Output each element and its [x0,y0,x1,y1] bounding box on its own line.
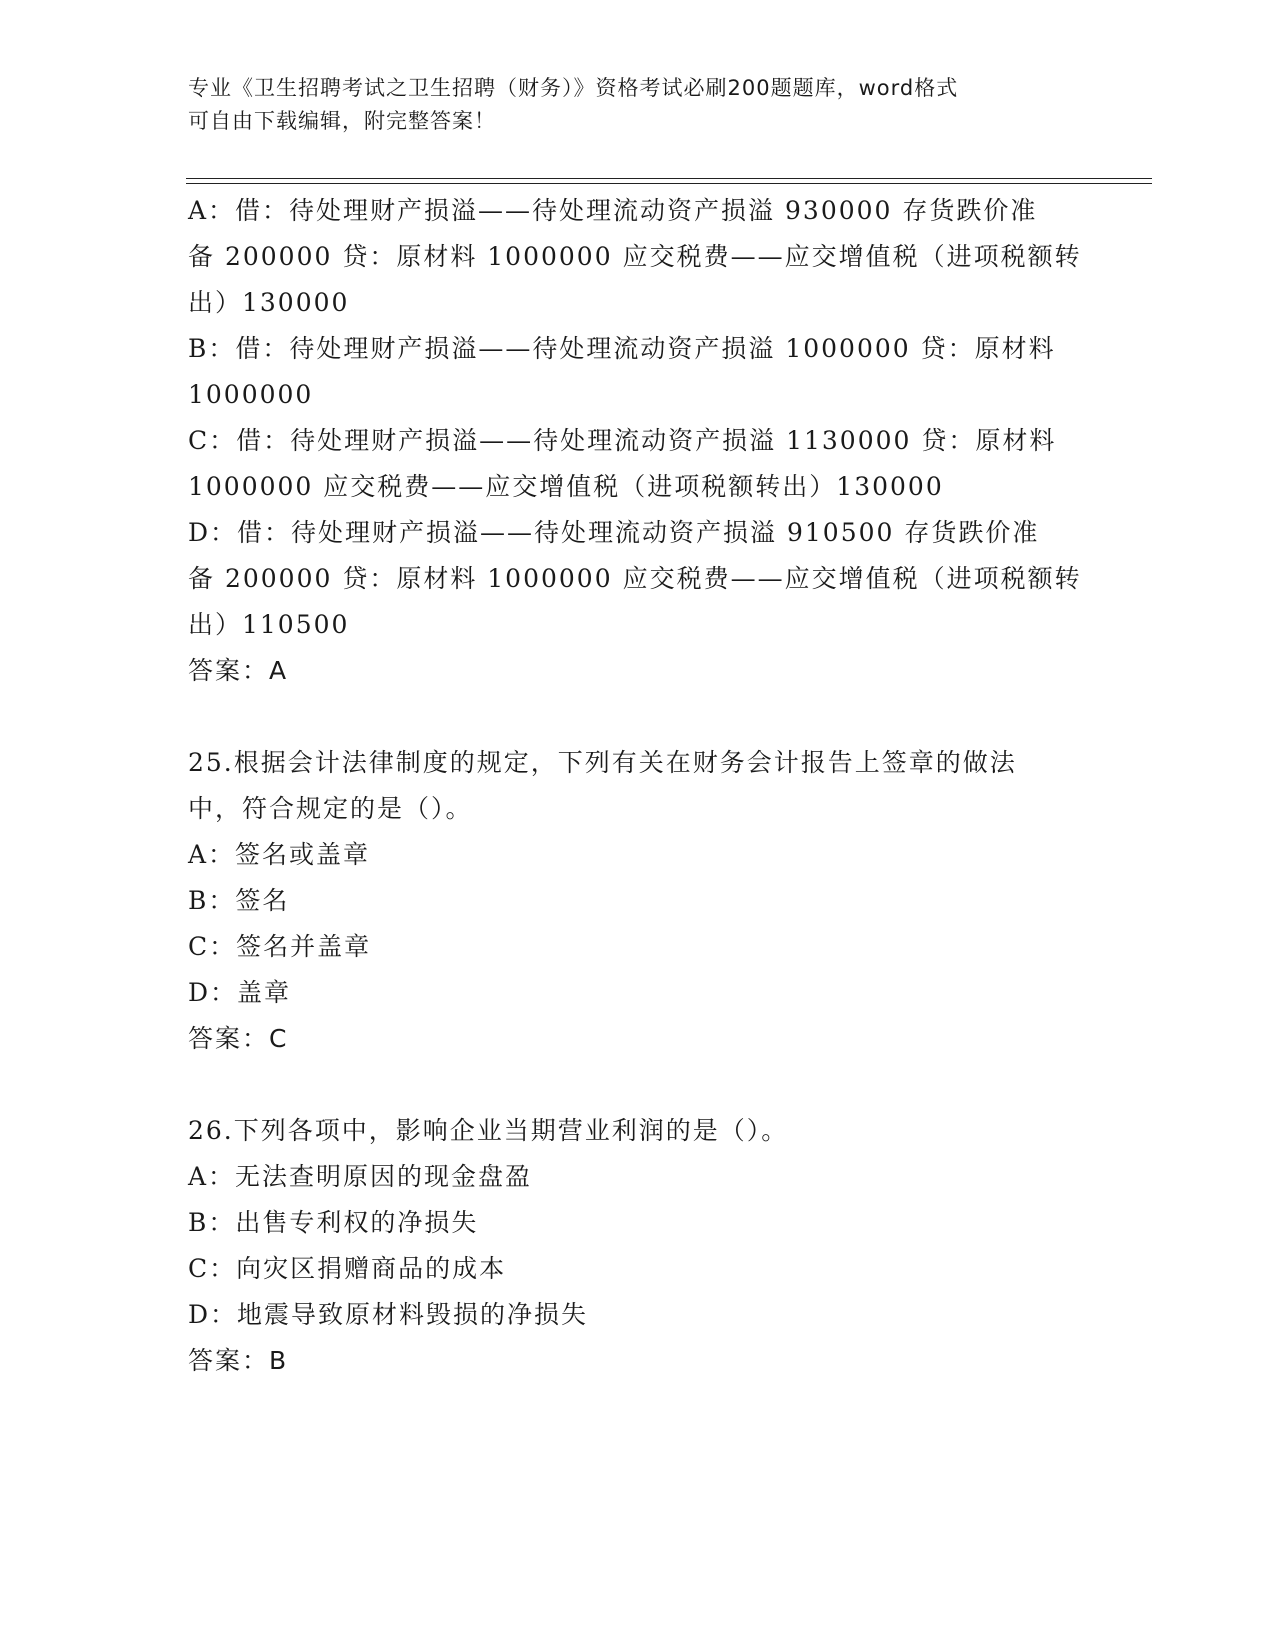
question-26 [188,1108,1088,1384]
header-divider-bottom [186,183,1152,184]
option-d-line-1: D：借：待处理财产损溢——待处理流动资产损溢 910500 存货跌价准 [188,518,1040,547]
option-b: B：签名 [188,886,290,915]
document-body [188,188,1088,1384]
option-a: A：无法查明原因的现金盘盈 [188,1162,533,1191]
option-b-line-1: B：借：待处理财产损溢——待处理流动资产损溢 1000000 贷：原材料 [188,334,1056,363]
option-c: C：签名并盖章 [188,932,372,961]
option-d: D：盖章 [188,978,292,1007]
header-line-1: 专业《卫生招聘考试之卫生招聘（财务）》资格考试必刷200题题库，word格式 [188,76,959,100]
question-25 [188,740,1088,1062]
question-24-continued [188,188,1088,694]
option-a-line-1: A：借：待处理财产损溢——待处理流动资产损溢 930000 存货跌价准 [188,196,1038,225]
spacer [188,1062,1088,1108]
document-header [188,72,1068,138]
option-d-line-2: 备 200000 贷：原材料 1000000 应交税费——应交增值税（进项税额转 [188,564,1082,593]
option-c-line-2: 1000000 应交税费——应交增值税（进项税额转出）130000 [188,472,944,501]
header-divider-top [186,178,1152,179]
option-d: D：地震导致原材料毁损的净损失 [188,1300,589,1329]
option-a-line-3: 出）130000 [188,288,350,317]
option-c-line-1: C：借：待处理财产损溢——待处理流动资产损溢 1130000 贷：原材料 [188,426,1057,455]
answer-label: 答案：B [188,1346,289,1375]
header-line-2: 可自由下载编辑，附完整答案！ [188,109,496,133]
option-d-line-3: 出）110500 [188,610,350,639]
question-stem-line-1: 26.下列各项中，影响企业当期营业利润的是（）。 [188,1116,789,1145]
option-c: C：向灾区捐赠商品的成本 [188,1254,507,1283]
option-a-line-2: 备 200000 贷：原材料 1000000 应交税费——应交增值税（进项税额转 [188,242,1082,271]
option-b-line-2: 1000000 [188,380,314,409]
option-b: B：出售专利权的净损失 [188,1208,479,1237]
question-stem-line-1: 25.根据会计法律制度的规定，下列有关在财务会计报告上签章的做法 [188,748,1017,777]
question-stem-line-2: 中，符合规定的是（）。 [188,794,473,823]
answer-label: 答案：A [188,656,289,685]
answer-label: 答案：C [188,1024,289,1053]
option-a: A：签名或盖章 [188,840,371,869]
spacer [188,694,1088,740]
